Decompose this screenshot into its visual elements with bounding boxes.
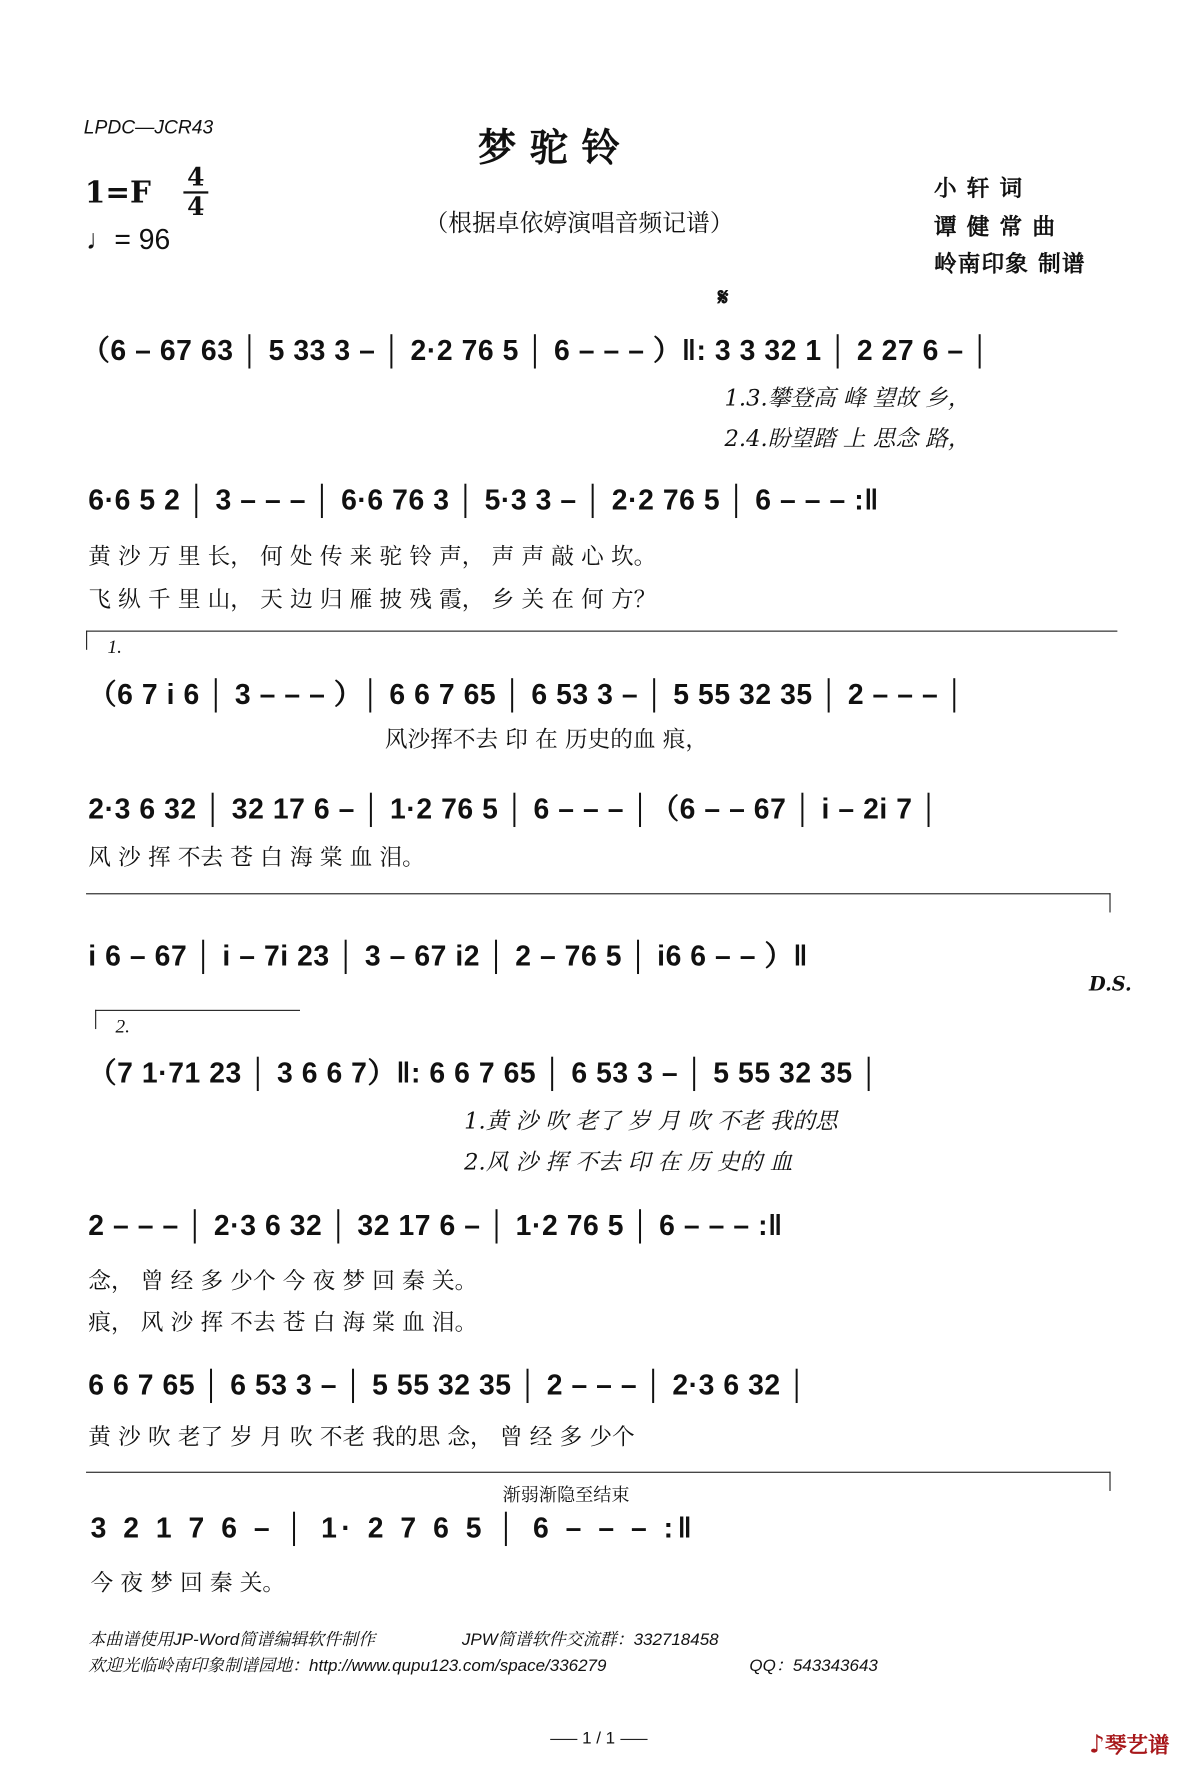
lyric-line-7b: 痕， 风 沙 挥 不去 苍 白 海 棠 血 泪。 (88, 1308, 478, 1336)
tempo-value: = 96 (114, 224, 171, 256)
lyric-line-1a: 1.3.攀登高 峰 望故 乡， (724, 383, 971, 411)
subtitle: （根据卓依婷演唱音频记谱） (424, 209, 734, 237)
lyric-line-1b: 2.4.盼望踏 上 思念 路， (724, 424, 971, 452)
notation-line-5: i 6 – 67 │ i – 7i 23 │ 3 – 67 i2 │ 2 – 76 5 │ i6 6 – – ）‖ (88, 940, 809, 973)
interlude-bracket (86, 893, 1111, 912)
notation-line-8: 6 6 7 65 │ 6 53 3 – │ 5 55 32 35 │ 2 – – – │ 2·3 6 32 │ (88, 1369, 808, 1402)
segno-icon: 𝄋 (717, 283, 729, 313)
song-title: 梦 驼 铃 (477, 125, 621, 171)
volta-1-label: 1. (107, 636, 122, 658)
fade-out-instruction: 渐弱渐隐至结束 (502, 1484, 630, 1506)
page-number (550, 1729, 647, 1748)
lyric-line-2a: 黄 沙 万 里 长， 何 处 传 来 驼 铃 声， 声 声 敲 心 坎。 (88, 542, 657, 570)
footer-qq-note: QQ：543343643 (749, 1656, 878, 1676)
notation-line-1: （6 – 67 63 │ 5 33 3 – │ 2·2 76 5 │ 6 – – – ）‖: 3 3 32 1 │ 2 27 6 – │ (81, 335, 991, 367)
page-number-rule-left (550, 1738, 577, 1739)
footer-website-link[interactable]: 欢迎光临岭南印象制谱园地：http://www.qupu123.com/space/336279 (88, 1656, 607, 1676)
notation-line-2: 6·6 5 2 │ 3 – – – │ 6·6 76 3 │ 5·3 3 – │ 2·2 76 5 │ 6 – – – :‖ (88, 484, 879, 517)
lyric-line-4: 风 沙 挥 不去 苍 白 海 棠 血 泪。 (88, 843, 425, 871)
logo-text: 琴艺谱 (1104, 1733, 1170, 1759)
notation-line-6: （7 1·71 23 │ 3 6 6 7）‖: 6 6 7 65 │ 6 53 3 – │ 5 55 32 35 │ (88, 1057, 880, 1090)
key-signature: 1=F (84, 176, 151, 211)
lyric-line-7a: 念， 曾 经 多 少个 今 夜 梦 回 秦 关。 (88, 1266, 478, 1294)
lyric-line-6a: 1.黄 沙 吹 老了 岁 月 吹 不老 我的思 (464, 1107, 838, 1135)
notation-line-7: 2 – – – │ 2·3 6 32 │ 32 17 6 – │ 1·2 76 5 │ 6 – – – :‖ (88, 1210, 783, 1242)
lyric-line-9: 今 夜 梦 回 秦 关。 (90, 1569, 286, 1597)
lyricist-credit: 小 轩 词 (933, 174, 1024, 202)
footer-software-note: 本曲谱使用JP-Word简谱编辑软件制作 (88, 1630, 376, 1650)
volta-2-label: 2. (115, 1015, 130, 1037)
lyric-line-2b: 飞 纵 千 里 山， 天 边 归 雁 披 残 霞， 乡 关 在 何 方？ (88, 585, 657, 613)
lyric-line-3: 风沙挥不去 印 在 历史的血 痕， (384, 725, 709, 753)
lyric-line-6b: 2.风 沙 挥 不去 印 在 历 史的 血 (464, 1147, 793, 1176)
composer-credit: 谭 健 常 曲 (933, 212, 1057, 241)
arranger-credit: 岭南印象 制谱 (933, 250, 1086, 278)
time-signature (183, 163, 208, 222)
site-logo (1089, 1729, 1169, 1760)
footer-group-note: JPW简谱软件交流群：332718458 (461, 1630, 719, 1650)
dal-segno-mark: D.S. (1089, 973, 1132, 997)
volta-1-bracket (86, 631, 1117, 650)
notation-line-9: 3 2 1 7 6 – │ 1· 2 7 6 5 │ 6 – – – :‖ (90, 1512, 697, 1545)
tempo-marking (86, 224, 170, 257)
quarter-note-icon: ♩ (86, 224, 115, 256)
notation-line-4: 2·3 6 32 │ 32 17 6 – │ 1·2 76 5 │ 6 – – – │（6 – – 67 │ i – 2i 7 │ (88, 793, 940, 826)
logo-icon: ♪ (1089, 1730, 1105, 1760)
page-number-rule-right (620, 1738, 647, 1739)
score-code: LPDC—JCR43 (83, 116, 214, 139)
page-number-text: 1 / 1 (582, 1728, 616, 1748)
time-numerator: 4 (187, 163, 205, 193)
lyric-line-8: 黄 沙 吹 老了 岁 月 吹 不老 我的思 念， 曾 经 多 少个 (88, 1423, 635, 1451)
time-denominator: 4 (187, 192, 205, 222)
notation-line-3: （6 7 i 6 │ 3 – – – ）│ 6 6 7 65 │ 6 53 3 – │ 5 55 32 35 │ 2 – – – │ (88, 679, 966, 711)
